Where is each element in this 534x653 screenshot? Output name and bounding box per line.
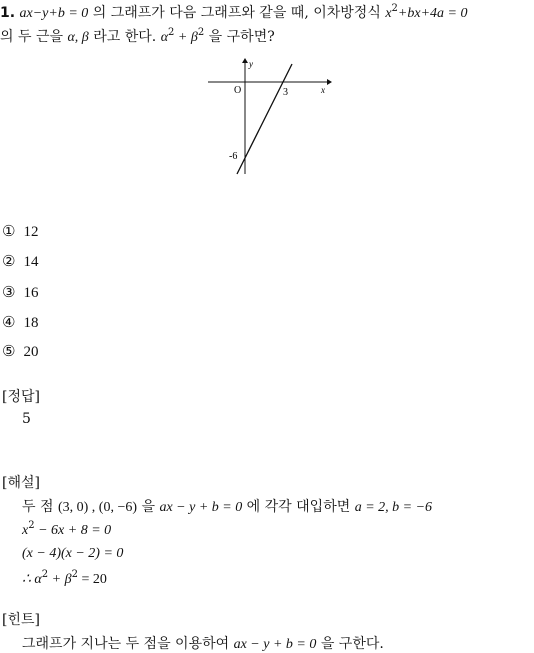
- solution-l4-beta: + β: [48, 572, 72, 587]
- solution-line-2: [22, 520, 111, 539]
- question-line-2: [0, 26, 275, 46]
- choice-2[interactable]: [2, 252, 38, 271]
- choice-4-value: 18: [23, 315, 39, 331]
- choice-1[interactable]: [2, 222, 38, 241]
- solution-l4-alpha: ∴ α: [22, 572, 42, 587]
- hint-text-1: 그래프가 지나는 두 점을 이용하여: [22, 636, 234, 652]
- solution-label: [해설]: [2, 475, 40, 491]
- choice-5[interactable]: [2, 342, 38, 361]
- question-beta: + β: [174, 30, 198, 45]
- hint-equation: ax − y + b = 0: [233, 637, 317, 652]
- y-axis-label: y: [249, 59, 253, 69]
- line-graph: [0, 52, 534, 182]
- solution-text-3: 에 각각 대입하면: [242, 499, 355, 515]
- choice-4[interactable]: [2, 313, 38, 332]
- answer-label: [정답]: [2, 389, 40, 405]
- solution-coefficients: a = 2, b = −6: [354, 500, 433, 515]
- question-text-3: 라고 한다.: [88, 29, 161, 45]
- answer-value: 5: [22, 411, 31, 427]
- choice-5-value: 20: [23, 344, 39, 360]
- y-intercept-label: -6: [229, 151, 238, 162]
- x-intercept-label: 3: [283, 87, 288, 98]
- choice-3[interactable]: [2, 283, 38, 302]
- solution-equation: ax − y + b = 0: [159, 500, 243, 515]
- x-axis-arrow: [327, 79, 332, 85]
- hint-label: [힌트]: [2, 612, 40, 628]
- solution-text-1: 두 점: [22, 499, 58, 515]
- question-text-4: 을 구하면?: [204, 29, 275, 45]
- solution-l4-exp2: 2: [71, 569, 78, 580]
- choice-2-value: 14: [23, 254, 39, 270]
- x-axis-label: x: [321, 85, 325, 95]
- question-number: 1.: [0, 5, 16, 21]
- hint-line: [22, 633, 384, 653]
- solution-line-4: [22, 569, 107, 588]
- choice-4-mark: ④: [2, 313, 16, 331]
- origin-label: O: [234, 85, 242, 96]
- solution-points: (3, 0) , (0, −6): [57, 500, 137, 515]
- solution-line-3: [22, 545, 123, 562]
- solution-factored: (x − 4)(x − 2) = 0: [22, 546, 124, 561]
- solution-line-1: [22, 496, 432, 516]
- solution-l2-rest: − 6x + 8 = 0: [34, 523, 112, 538]
- choice-1-mark: ①: [2, 222, 16, 240]
- solution-l2-x: x: [22, 523, 29, 538]
- question-line-1: [0, 2, 467, 22]
- question-text-2: 의 두 근을: [0, 29, 68, 45]
- question-quadratic-exp: 2: [391, 3, 398, 14]
- question-beta-exp: 2: [197, 27, 205, 38]
- choice-1-value: 12: [23, 224, 39, 240]
- solution-l4-exp1: 2: [41, 569, 49, 580]
- y-axis-arrow: [242, 58, 248, 63]
- question-text-1: 의 그래프가 다음 그래프와 같을 때, 이차방정식: [88, 5, 386, 21]
- question-roots: α, β: [67, 30, 89, 45]
- choice-3-mark: ③: [2, 283, 16, 301]
- solution-l4-result: = 20: [77, 572, 107, 587]
- solution-text-2: 을: [137, 499, 160, 515]
- choice-2-mark: ②: [2, 252, 16, 270]
- question-equation: ax−y+b = 0: [19, 6, 89, 21]
- hint-text-2: 을 구한다.: [316, 636, 384, 652]
- solution-l2-exp: 2: [28, 520, 35, 531]
- choice-3-value: 16: [23, 285, 39, 301]
- question-alpha-exp: 2: [168, 27, 175, 38]
- choice-5-mark: ⑤: [2, 342, 16, 360]
- question-quadratic-rest: +bx+4a = 0: [397, 6, 468, 21]
- question-alpha: α: [160, 30, 169, 45]
- question-quadratic-x: x: [385, 6, 392, 21]
